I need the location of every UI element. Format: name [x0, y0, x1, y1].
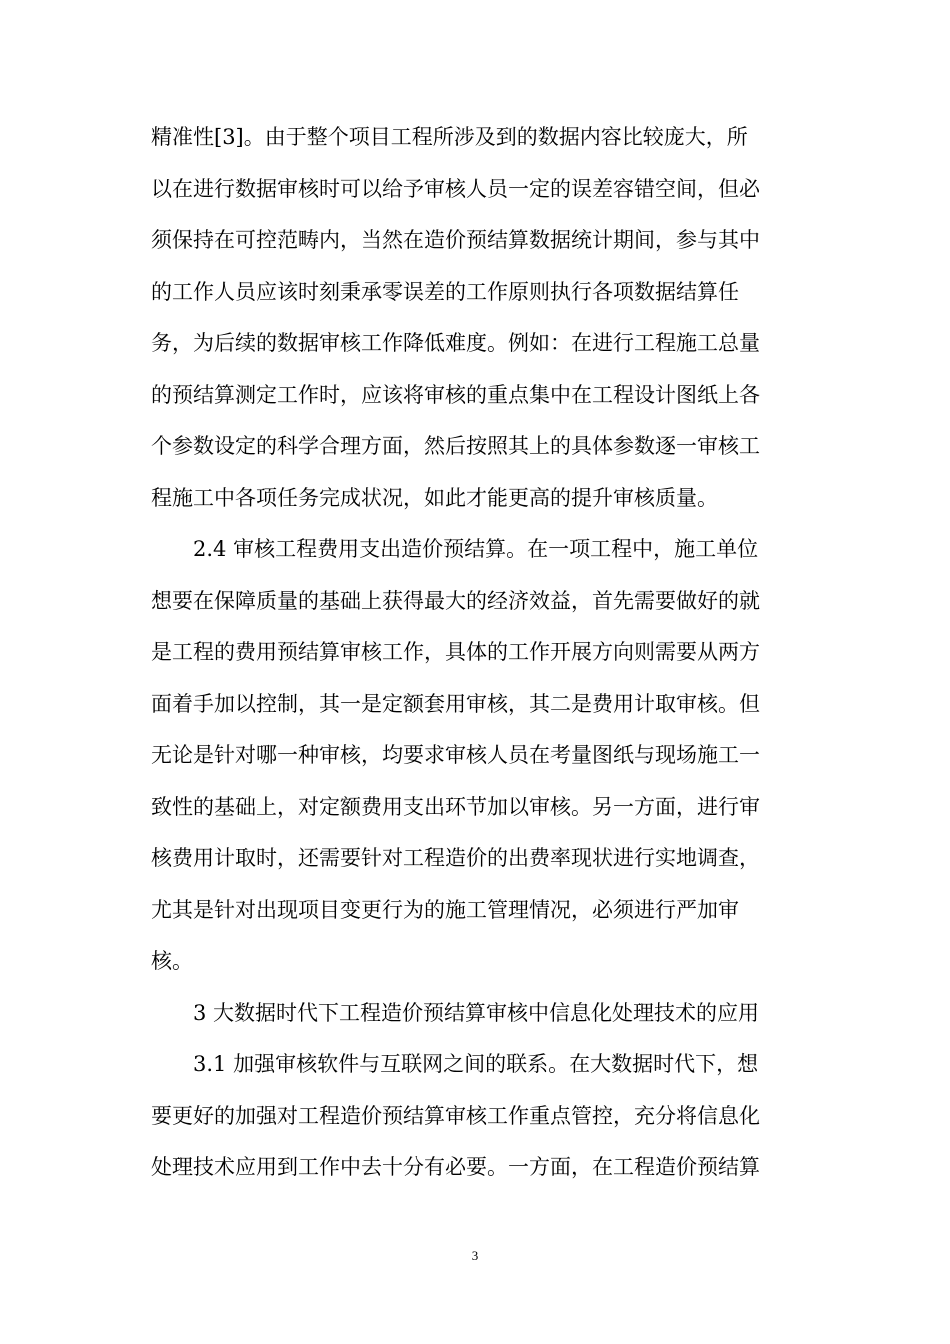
text-line: 个参数设定的科学合理方面，然后按照其上的具体参数逐一审核工 [151, 434, 760, 458]
text-line: 无论是针对哪一种审核，均要求审核人员在考量图纸与现场施工一 [151, 743, 760, 767]
text-line: 程施工中各项任务完成状况，如此才能更高的提升审核质量。 [151, 486, 718, 510]
text-line: 的预结算测定工作时，应该将审核的重点集中在工程设计图纸上各 [151, 383, 760, 407]
text-line: 核费用计取时，还需要针对工程造价的出费率现状进行实地调查， [151, 846, 760, 870]
text-line: 处理技术应用到工作中去十分有必要。一方面，在工程造价预结算 [151, 1155, 760, 1179]
text-line: 精准性[3]。由于整个项目工程所涉及到的数据内容比较庞大，所 [151, 125, 748, 149]
text-line: 尤其是针对出现项目变更行为的施工管理情况，必须进行严加审 [151, 898, 739, 922]
section-heading-3: 3 大数据时代下工程造价预结算审核中信息化处理技术的应用 [193, 1001, 760, 1025]
text-line: 以在进行数据审核时可以给予审核人员一定的误差容错空间，但必 [151, 177, 760, 201]
text-line: 核。 [151, 949, 193, 973]
text-line: 的工作人员应该时刻秉承零误差的工作原则执行各项数据结算任 [151, 280, 739, 304]
text-line: 致性的基础上，对定额费用支出环节加以审核。另一方面，进行审 [151, 795, 760, 819]
text-line: 须保持在可控范畴内，当然在造价预结算数据统计期间，参与其中 [151, 228, 760, 252]
text-line: 务，为后续的数据审核工作降低难度。例如：在进行工程施工总量 [151, 331, 760, 355]
text-line: 要更好的加强对工程造价预结算审核工作重点管控，充分将信息化 [151, 1104, 760, 1128]
text-line: 是工程的费用预结算审核工作，具体的工作开展方向则需要从两方 [151, 640, 760, 664]
page-number: 3 [471, 1248, 479, 1263]
text-line: 面着手加以控制，其一是定额套用审核，其二是费用计取审核。但 [151, 692, 760, 716]
text-line: 想要在保障质量的基础上获得最大的经济效益，首先需要做好的就 [151, 589, 760, 613]
section-heading-2-4: 2.4 审核工程费用支出造价预结算。在一项工程中，施工单位 [193, 537, 759, 561]
section-heading-3-1: 3.1 加强审核软件与互联网之间的联系。在大数据时代下，想 [193, 1052, 759, 1076]
